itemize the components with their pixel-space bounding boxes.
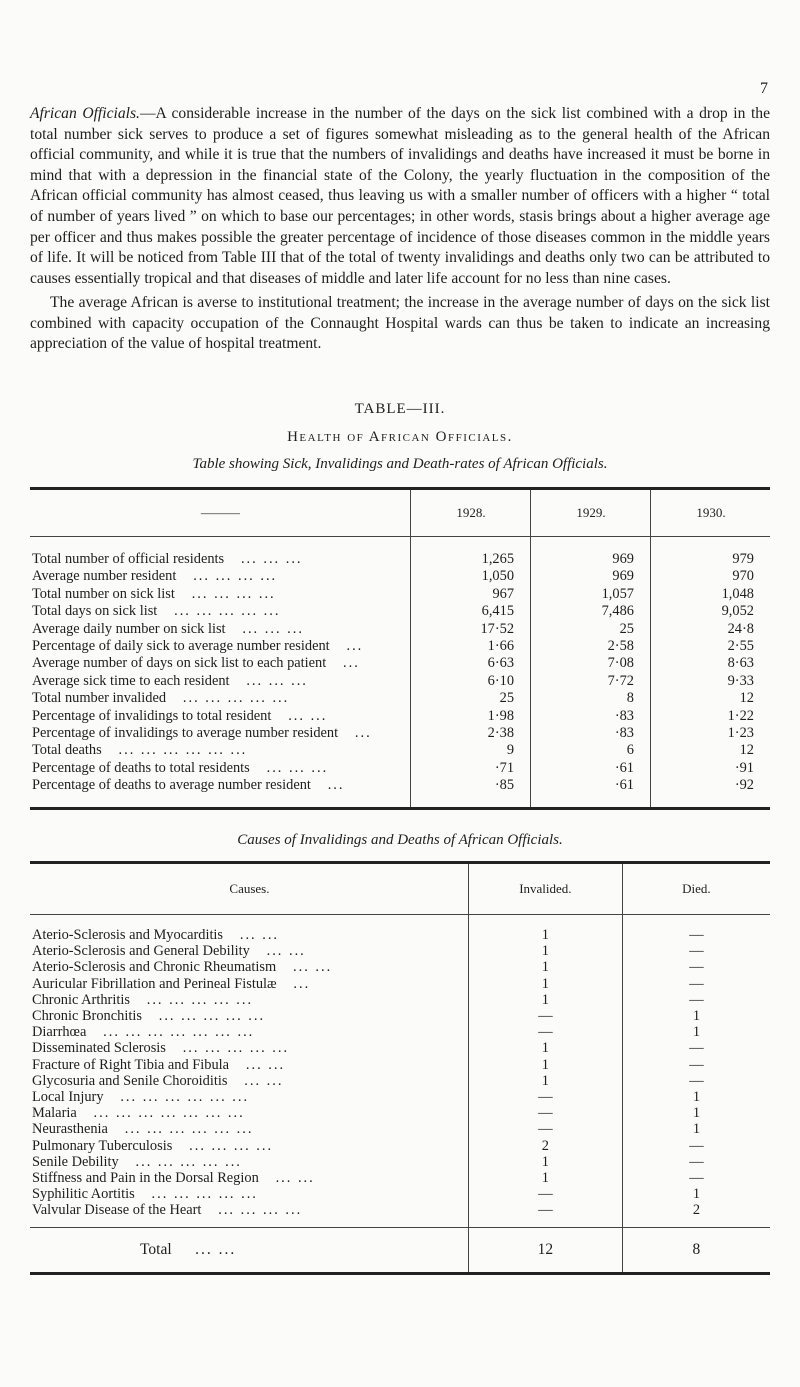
cause-died: — — [622, 1073, 770, 1089]
cause-dots: ... ... ... ... — [189, 1137, 274, 1154]
stats-row-label-cell — [30, 603, 410, 620]
cause-invalided: 1 — [468, 1154, 622, 1170]
stats-row — [30, 586, 770, 603]
cause-died: — — [622, 943, 770, 959]
stats-row-value: ·83 — [531, 708, 651, 725]
cause-label: Disseminated Sclerosis — [32, 1040, 166, 1057]
stats-row — [30, 655, 770, 672]
stats-row-label-cell — [30, 777, 410, 808]
cause-cell — [30, 1202, 468, 1227]
stats-row-label-cell — [30, 673, 410, 690]
cause-label: Syphilitic Aortitis — [32, 1186, 135, 1203]
leader-dots — [224, 551, 302, 567]
cause-invalided: 1 — [468, 959, 622, 975]
cause-invalided: 1 — [468, 1073, 622, 1089]
cause-invalided: — — [468, 1089, 622, 1105]
causes-header-row — [30, 863, 770, 915]
table-title: TABLE—III. — [354, 401, 446, 417]
stats-row-value: 967 — [410, 586, 530, 603]
cause-died: — — [622, 1040, 770, 1056]
leader-dots — [271, 708, 327, 724]
stats-row-label-cell — [30, 537, 410, 569]
stats-row-value: 12 — [651, 742, 771, 759]
cause-label: Stiffness and Pain in the Dorsal Region — [32, 1170, 259, 1187]
stats-row-value: 6,415 — [410, 603, 530, 620]
stats-table — [30, 487, 770, 810]
stats-row-label: Total number invalided — [32, 690, 167, 707]
causes-row — [30, 959, 770, 975]
stats-row — [30, 568, 770, 585]
stats-row-dots: ... ... ... ... — [193, 568, 278, 585]
stats-header-year: 1930. — [651, 489, 771, 537]
stats-row-value: 6·10 — [410, 673, 530, 690]
cause-dots: ... ... ... ... ... ... — [120, 1089, 250, 1106]
cause-label: Chronic Arthritis — [32, 991, 130, 1008]
stats-row-label-cell — [30, 760, 410, 777]
stats-row-value: ·61 — [531, 777, 651, 808]
stats-row-label: Average sick time to each resident — [32, 672, 230, 689]
leader-dots — [311, 777, 345, 793]
cause-died: 1 — [622, 1186, 770, 1202]
stats-row-dots: ... — [346, 638, 364, 655]
stats-row-label-cell — [30, 725, 410, 742]
cause-dots: ... ... — [244, 1072, 284, 1089]
total-died: 8 — [622, 1227, 770, 1273]
table-subtitle: Health of African Officials. — [287, 429, 513, 445]
cause-invalided: — — [468, 1105, 622, 1121]
cause-cell — [30, 1105, 468, 1121]
cause-invalided: — — [468, 1202, 622, 1227]
cause-invalided: 1 — [468, 915, 622, 944]
stats-row-label: Total number on sick list — [32, 585, 175, 602]
cause-cell — [30, 1186, 468, 1202]
leader-dots — [108, 1121, 254, 1137]
stats-row — [30, 621, 770, 638]
stats-row-dots: ... ... — [288, 707, 328, 724]
stats-row-label: Percentage of deaths to total residents — [32, 759, 250, 776]
stats-header-row — [30, 489, 770, 537]
cause-invalided: — — [468, 1186, 622, 1202]
cause-died: 1 — [622, 1105, 770, 1121]
stats-row-label-cell — [30, 638, 410, 655]
cause-died: 1 — [622, 1089, 770, 1105]
causes-row — [30, 1154, 770, 1170]
cause-label: Neurasthenia — [32, 1121, 108, 1138]
causes-row — [30, 943, 770, 959]
stats-row — [30, 760, 770, 777]
causes-row — [30, 1170, 770, 1186]
stats-row-value: 1,048 — [651, 586, 771, 603]
cause-invalided: 1 — [468, 992, 622, 1008]
leader-dots — [166, 1040, 289, 1056]
causes-header-cause: Causes. — [30, 863, 468, 915]
cause-label: Glycosuria and Senile Choroiditis — [32, 1072, 228, 1089]
leader-dots — [326, 655, 360, 671]
leader-dots — [175, 586, 276, 602]
stats-row-value: 2·38 — [410, 725, 530, 742]
causes-row — [30, 1089, 770, 1105]
cause-dots: ... ... — [239, 927, 280, 943]
stats-row — [30, 537, 770, 569]
cause-dots: ... ... — [293, 959, 333, 976]
cause-label: Aterio-Sclerosis and General Debility — [32, 943, 250, 960]
cause-cell — [30, 1170, 468, 1186]
cause-dots: ... ... ... ... ... — [182, 1040, 290, 1057]
stats-row-value: 25 — [410, 690, 530, 707]
cause-died: — — [622, 1154, 770, 1170]
cause-died: — — [622, 915, 770, 944]
cause-cell — [30, 992, 468, 1008]
cause-label: Pulmonary Tuberculosis — [32, 1137, 173, 1154]
paragraph-institutional-treatment: The average African is averse to institutional treatment; the increase in the average number of days on the sick list combined with capacity occupation of the Connaught Hospital wards can thus be taken to indicate an increasing appreciation of the value of hospital treatment. — [30, 294, 770, 353]
total-dots: ... ... — [195, 1240, 237, 1258]
stats-row-value: 2·55 — [651, 638, 771, 655]
leader-dots — [250, 943, 306, 959]
leader-dots — [130, 992, 253, 1008]
total-label-cell — [30, 1227, 468, 1273]
stats-row-value: ·91 — [651, 760, 771, 777]
cause-label: Local Injury — [32, 1089, 104, 1106]
stats-row-label: Average daily number on sick list — [32, 620, 226, 637]
stats-row-dots: ... ... ... ... — [191, 585, 276, 602]
cause-dots: ... ... ... ... ... — [135, 1153, 242, 1170]
cause-dots: ... ... — [245, 1056, 286, 1073]
stats-row-dots: ... ... ... ... ... — [182, 690, 290, 707]
cause-dots: ... ... ... ... ... — [146, 991, 254, 1008]
stats-row-label: Average number resident — [32, 568, 177, 585]
cause-dots: ... ... ... ... — [218, 1202, 303, 1219]
cause-dots: ... ... ... ... ... — [151, 1186, 258, 1203]
stats-row-label: Average number of days on sick list to each patient — [32, 655, 327, 672]
table-caption: Table showing Sick, Invalidings and Death-rates of African Officials. — [192, 456, 608, 472]
stats-row-value: ·71 — [410, 760, 530, 777]
cause-dots: ... ... — [266, 943, 306, 960]
stats-row-value: 969 — [531, 537, 651, 569]
cause-label: Aterio-Sclerosis and Chronic Rheumatism — [32, 959, 277, 976]
cause-label: Valvular Disease of the Heart — [32, 1202, 202, 1219]
stats-row-label-cell — [30, 568, 410, 585]
causes-row — [30, 1121, 770, 1137]
causes-row — [30, 1008, 770, 1024]
stats-row-value: ·85 — [410, 777, 530, 808]
stats-row — [30, 673, 770, 690]
cause-dots: ... ... ... ... ... — [158, 1008, 266, 1025]
stats-row-value: 25 — [531, 621, 651, 638]
stats-row — [30, 777, 770, 808]
leader-dots — [176, 568, 277, 584]
cause-cell — [30, 943, 468, 959]
causes-row — [30, 1040, 770, 1056]
stats-row-dots: ... ... ... — [266, 759, 329, 776]
stats-row-value: ·83 — [531, 725, 651, 742]
leader-dots — [157, 603, 280, 619]
cause-invalided: — — [468, 1121, 622, 1137]
cause-cell — [30, 1040, 468, 1056]
stats-row-value: ·61 — [531, 760, 651, 777]
paragraph-heading: African Officials. — [30, 105, 140, 122]
leader-dots — [104, 1089, 250, 1105]
stats-row-dots: ... ... ... ... ... ... — [118, 742, 248, 759]
cause-cell — [30, 959, 468, 975]
stats-row-label-cell — [30, 586, 410, 603]
cause-invalided: 2 — [468, 1138, 622, 1154]
causes-header-invalided: Invalided. — [468, 863, 622, 915]
stats-row-value: 1·23 — [651, 725, 771, 742]
leader-dots — [250, 760, 328, 776]
stats-row-value: 969 — [531, 568, 651, 585]
stats-row — [30, 690, 770, 707]
stats-header-corner: ——— — [30, 489, 410, 537]
leader-dots — [135, 1186, 258, 1202]
cause-cell — [30, 915, 468, 944]
cause-invalided: 1 — [468, 976, 622, 992]
cause-died: — — [622, 1057, 770, 1073]
causes-row — [30, 915, 770, 944]
total-invalided: 12 — [468, 1227, 622, 1273]
cause-died: — — [622, 976, 770, 992]
stats-row-value: 7,486 — [531, 603, 651, 620]
cause-cell — [30, 1008, 468, 1024]
stats-row-value: 17·52 — [410, 621, 530, 638]
stats-row-dots: ... ... ... — [242, 620, 304, 637]
paragraph-african-officials — [30, 104, 770, 289]
leader-dots — [201, 1202, 302, 1218]
cause-dots: ... ... ... ... ... ... ... — [103, 1024, 255, 1041]
cause-invalided: — — [468, 1024, 622, 1040]
stats-row-value: 7·08 — [531, 655, 651, 672]
stats-row-label-cell — [30, 708, 410, 725]
cause-invalided: 1 — [468, 1170, 622, 1186]
cause-cell — [30, 1138, 468, 1154]
cause-invalided: 1 — [468, 1040, 622, 1056]
causes-row — [30, 976, 770, 992]
stats-row-value: 1,057 — [531, 586, 651, 603]
cause-died: — — [622, 992, 770, 1008]
leader-dots — [172, 1138, 273, 1154]
cause-cell — [30, 1154, 468, 1170]
stats-row-value: 7·72 — [531, 673, 651, 690]
cause-died: 2 — [622, 1202, 770, 1227]
cause-died: — — [622, 1170, 770, 1186]
cause-label: Diarrhœa — [32, 1024, 87, 1041]
cause-died: — — [622, 1138, 770, 1154]
leader-dots — [77, 1105, 245, 1121]
causes-header-died: Died. — [622, 863, 770, 915]
cause-cell — [30, 976, 468, 992]
stats-row-label: Percentage of deaths to average number resident — [32, 777, 311, 794]
leader-dots — [276, 959, 332, 975]
causes-row — [30, 1202, 770, 1227]
cause-invalided: 1 — [468, 943, 622, 959]
stats-row-label: Percentage of invalidings to total resident — [32, 707, 272, 724]
causes-row — [30, 1186, 770, 1202]
causes-row — [30, 1138, 770, 1154]
stats-row-value: 8 — [531, 690, 651, 707]
page-number: 7 — [760, 80, 768, 97]
stats-header-year: 1928. — [410, 489, 530, 537]
cause-invalided: 1 — [468, 1057, 622, 1073]
cause-invalided: — — [468, 1008, 622, 1024]
cause-dots: ... — [293, 975, 311, 992]
cause-dots: ... ... ... ... ... ... — [124, 1121, 254, 1138]
causes-row — [30, 1073, 770, 1089]
stats-row-dots: ... ... ... — [246, 672, 308, 689]
causes-row — [30, 1024, 770, 1040]
stats-row-label: Percentage of invalidings to average number resident — [32, 725, 339, 742]
stats-row — [30, 638, 770, 655]
cause-label: Chronic Bronchitis — [32, 1008, 142, 1025]
leader-dots — [102, 742, 248, 758]
stats-row-label: Total deaths — [32, 742, 102, 759]
stats-row-dots: ... ... ... ... ... — [174, 603, 281, 620]
leader-dots — [223, 927, 279, 943]
leader-dots — [166, 690, 289, 706]
causes-row — [30, 1105, 770, 1121]
cause-dots: ... ... — [275, 1170, 315, 1187]
stats-row — [30, 742, 770, 759]
stats-row-value: 12 — [651, 690, 771, 707]
stats-row-value: 9·33 — [651, 673, 771, 690]
leader-dots — [119, 1154, 242, 1170]
stats-row-dots: ... — [327, 777, 345, 794]
stats-row-dots: ... — [354, 725, 372, 742]
stats-row-label-cell — [30, 621, 410, 638]
stats-row — [30, 725, 770, 742]
stats-row-dots: ... — [343, 655, 360, 672]
leader-dots — [259, 1170, 315, 1186]
stats-row-dots: ... ... ... — [240, 551, 303, 567]
total-label: Total — [140, 1240, 172, 1258]
paragraph-text: —A considerable increase in the number of the days on the sick list combined with a drop in the total number sick serves to produce a set of figures somewhat misleading as to the general health of the African official community, and while it is true that the numbers of invalidings and deaths have increased it must be borne in mind that with a depression in the financial state of the Colony, the yearly fluctuation in the composition of the African official community has almost ceased, thus leaving us with a smaller number of officers with a higher “ total of number of years lived ” on which to base our percentages; in other words, stasis brings about a higher average age per officer and thus makes possible the greater percentage of incidence of those diseases common in the middle years of life. It will be noticed from Table III that of the total of twenty invalidings and deaths only two can be attributed to causes essentially tropical and that diseases of middle and later life account for no less than nine cases. — [30, 105, 771, 287]
stats-row-value: 8·63 — [651, 655, 771, 672]
stats-row-label: Total days on sick list — [32, 603, 158, 620]
cause-cell — [30, 1073, 468, 1089]
cause-died: 1 — [622, 1024, 770, 1040]
leader-dots — [227, 1073, 283, 1089]
stats-row-value: 9,052 — [651, 603, 771, 620]
cause-cell — [30, 1121, 468, 1137]
cause-died: — — [622, 959, 770, 975]
leader-dots — [229, 1057, 285, 1073]
leader-dots — [338, 725, 372, 741]
leader-dots — [86, 1024, 254, 1040]
stats-row-label: Percentage of daily sick to average number resident — [32, 638, 330, 655]
cause-died: 1 — [622, 1121, 770, 1137]
leader-dots — [230, 673, 308, 689]
stats-row-value: 1·98 — [410, 708, 530, 725]
stats-row-label: Total number of official residents — [32, 551, 225, 567]
stats-row — [30, 603, 770, 620]
stats-row-value: 24·8 — [651, 621, 771, 638]
cause-label: Aterio-Sclerosis and Myocarditis — [32, 927, 224, 943]
cause-label: Malaria — [32, 1105, 77, 1122]
stats-row-value: 1,265 — [410, 537, 530, 569]
causes-row — [30, 992, 770, 1008]
stats-row — [30, 708, 770, 725]
cause-label: Senile Debility — [32, 1153, 119, 1170]
stats-row-value: 1·66 — [410, 638, 530, 655]
stats-row-label-cell — [30, 690, 410, 707]
stats-row-label-cell — [30, 655, 410, 672]
stats-row-value: 1,050 — [410, 568, 530, 585]
cause-label: Auricular Fibrillation and Perineal Fistulæ — [32, 975, 277, 992]
causes-row — [30, 1057, 770, 1073]
cause-cell — [30, 1024, 468, 1040]
stats-row-value: 2·58 — [531, 638, 651, 655]
causes-table — [30, 861, 770, 1275]
cause-died: 1 — [622, 1008, 770, 1024]
stats-row-value: 9 — [410, 742, 530, 759]
leader-dots — [330, 638, 364, 654]
leader-dots — [226, 621, 304, 637]
stats-row-value: 6 — [531, 742, 651, 759]
stats-row-value: 979 — [651, 537, 771, 569]
cause-cell — [30, 1057, 468, 1073]
causes-caption: Causes of Invalidings and Deaths of African Officials. — [237, 832, 563, 848]
stats-row-label-cell — [30, 742, 410, 759]
leader-dots — [172, 1241, 237, 1258]
stats-row-value: 970 — [651, 568, 771, 585]
cause-cell — [30, 1089, 468, 1105]
stats-header-year: 1929. — [531, 489, 651, 537]
stats-row-value: ·92 — [651, 777, 771, 808]
leader-dots — [142, 1008, 265, 1024]
causes-total-row — [30, 1227, 770, 1273]
cause-label: Fracture of Right Tibia and Fibula — [32, 1056, 230, 1073]
leader-dots — [277, 976, 311, 992]
cause-dots: ... ... ... ... ... ... ... — [93, 1105, 245, 1122]
stats-row-value: 1·22 — [651, 708, 771, 725]
stats-row-value: 6·63 — [410, 655, 530, 672]
